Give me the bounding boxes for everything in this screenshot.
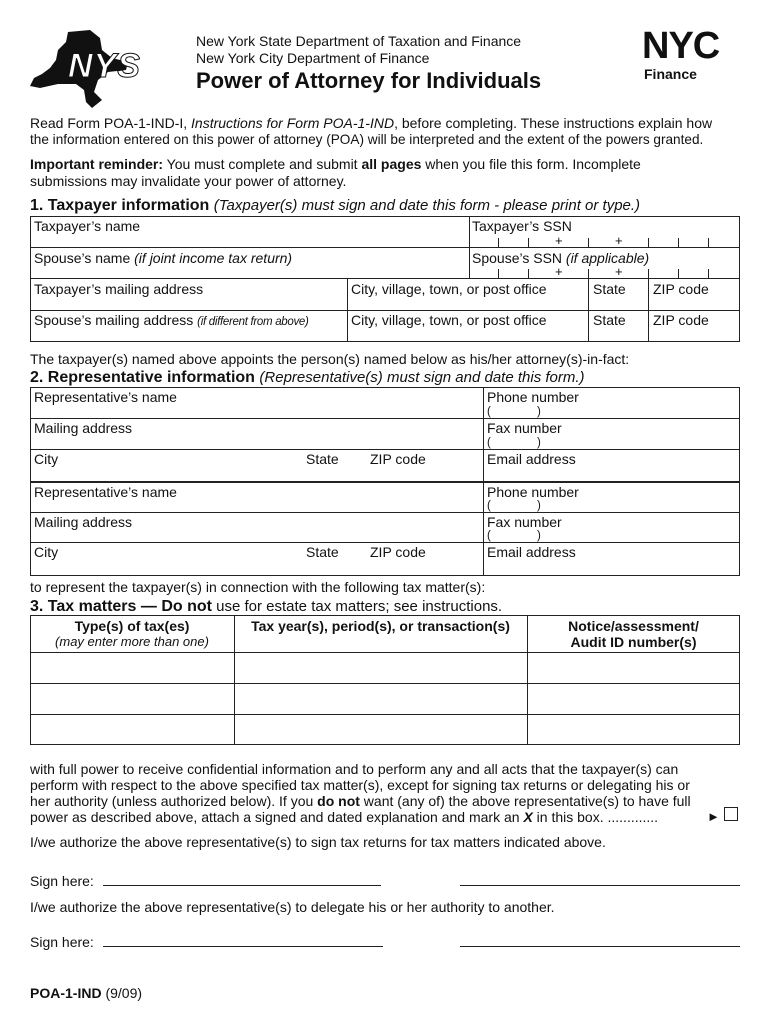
- col-notice-header-2: Audit ID number(s): [570, 634, 697, 650]
- nyc-finance-logo: [640, 25, 744, 84]
- spouse-name-field[interactable]: [34, 250, 292, 266]
- reminder-emphasis: all pages: [361, 156, 422, 172]
- form-footer: [30, 984, 142, 1002]
- sign-here-label-2: Sign here:: [30, 934, 94, 950]
- taxpayer-state-field[interactable]: State: [593, 281, 626, 297]
- section3-title: Tax matters — Do not: [47, 598, 212, 615]
- rep1-fax-paren-open: (: [487, 437, 491, 449]
- section1-heading: [30, 196, 640, 216]
- spouse-name-note: (if joint income tax return): [134, 250, 293, 266]
- date-line-1[interactable]: [460, 885, 740, 886]
- sign-here-label-1: Sign here:: [30, 873, 94, 889]
- rep2-phone-paren-close: ): [537, 500, 541, 512]
- taxpayer-name-field[interactable]: Taxpayer’s name: [34, 218, 141, 234]
- reminder-text-cont: when you file this form. Incomplete: [421, 156, 641, 172]
- rep1-fax-paren-close: ): [537, 437, 541, 449]
- dept-state: New York State Department of Taxation and Finance: [196, 33, 522, 49]
- nyc-logo-sub: Finance: [644, 66, 697, 82]
- section2-title: Representative information: [47, 369, 255, 386]
- rep1-name-field[interactable]: Representative’s name: [34, 389, 177, 405]
- taxpayer-ssn-field[interactable]: Taxpayer’s SSN: [472, 218, 572, 234]
- rep1-mailing-field[interactable]: Mailing address: [34, 420, 133, 436]
- spouse-address-label: Spouse’s mailing address: [34, 312, 198, 328]
- powers-line-4c: in this box. .............: [532, 809, 659, 825]
- reminder-line-1: [30, 155, 641, 173]
- full-power-exception-checkbox[interactable]: [724, 807, 738, 821]
- signature-line-2[interactable]: [103, 946, 383, 947]
- authorize-delegate-text: I/we authorize the above representative(s) to delegate his or her authority to another.: [30, 899, 555, 915]
- nys-logo-text: NYS: [68, 47, 141, 85]
- nys-logo: [28, 28, 141, 114]
- nyc-logo-text: NYC: [642, 25, 720, 67]
- section2-note: (Representative(s) must sign and date this form.): [259, 369, 585, 386]
- signature-line-1[interactable]: [103, 885, 381, 886]
- rep2-email-field[interactable]: Email address: [487, 544, 576, 560]
- powers-line-4: [30, 808, 658, 826]
- rep1-phone-paren-close: ): [537, 406, 541, 418]
- spouse-state-field[interactable]: State: [593, 312, 626, 328]
- powers-line-3a: her authority (unless authorized below). If you: [30, 793, 318, 809]
- section2-number: 2.: [30, 369, 44, 386]
- spouse-address-field[interactable]: [34, 312, 309, 330]
- intro-line-1: [30, 114, 712, 132]
- section2-heading: [30, 368, 585, 388]
- powers-line-4a: power as described above, attach a signed and dated explanation and mark an: [30, 809, 524, 825]
- form-date: (9/09): [101, 985, 143, 1001]
- rep1-zip-field[interactable]: ZIP code: [370, 451, 426, 467]
- section1-note: (Taxpayer(s) must sign and date this form - please print or type.): [213, 197, 641, 214]
- rep2-mailing-field[interactable]: Mailing address: [34, 514, 133, 530]
- form-id: POA-1-IND: [30, 985, 102, 1001]
- section3-heading: [30, 597, 502, 617]
- powers-line-3c: want (any of) the above representative(s) to have full: [359, 793, 691, 809]
- col-notice-header-1: Notice/assessment/: [568, 618, 699, 634]
- rep1-fax-field[interactable]: Fax number: [487, 420, 562, 436]
- rep2-city-field[interactable]: City: [34, 544, 59, 560]
- rep1-city-field[interactable]: City: [34, 451, 59, 467]
- spouse-address-note: (if different from above): [197, 316, 309, 328]
- tax-matter-row-2[interactable]: [31, 684, 739, 714]
- tax-matter-row-3[interactable]: [31, 715, 739, 744]
- rep2-name-field[interactable]: Representative’s name: [34, 484, 177, 500]
- spouse-city-field[interactable]: City, village, town, or post office: [351, 312, 547, 328]
- powers-line-2: perform with respect to the above specified tax matter(s), except for signing tax returns or delegating his or: [30, 777, 690, 793]
- intro-text: Read Form POA-1-IND-I,: [30, 115, 192, 131]
- instructions-ref: Instructions for Form POA-1-IND: [191, 115, 395, 131]
- page-title: Power of Attorney for Individuals: [196, 68, 542, 93]
- section1-number: 1.: [30, 197, 44, 214]
- rep2-fax-paren-close: ): [537, 530, 541, 542]
- rep2-phone-paren-open: (: [487, 500, 491, 512]
- intro-text-cont: , before completing. These instructions explain how: [394, 115, 713, 131]
- rep2-fax-paren-open: (: [487, 530, 491, 542]
- taxpayer-city-field[interactable]: City, village, town, or post office: [351, 281, 547, 297]
- rep2-fax-field[interactable]: Fax number: [487, 514, 562, 530]
- reminder-label: Important reminder:: [30, 156, 164, 172]
- powers-x-mark: X: [523, 809, 533, 825]
- powers-line-1: with full power to receive confidential information and to perform any and all acts that the taxpayer(s) can: [30, 761, 679, 777]
- rep2-state-field[interactable]: State: [306, 544, 339, 560]
- spouse-name-label: Spouse’s name: [34, 250, 135, 266]
- reminder-line-2: submissions may invalidate your power of attorney.: [30, 173, 347, 189]
- col-tax-type-header: Type(s) of tax(es): [74, 618, 190, 634]
- section3-note: use for estate tax matters; see instructions.: [211, 598, 503, 615]
- rep2-phone-field[interactable]: Phone number: [487, 484, 579, 500]
- rep1-phone-field[interactable]: Phone number: [487, 389, 579, 405]
- spouse-ssn-note: (if applicable): [565, 250, 650, 266]
- arrow-right-icon: ►: [707, 809, 720, 824]
- taxpayer-zip-field[interactable]: ZIP code: [653, 281, 709, 297]
- section1-title: Taxpayer information: [47, 197, 210, 214]
- col-tax-type-note: (may enter more than one): [55, 634, 209, 649]
- section3-number: 3.: [30, 598, 44, 615]
- tax-matter-row-1[interactable]: [31, 653, 739, 683]
- rep1-email-field[interactable]: Email address: [487, 451, 576, 467]
- rep1-phone-paren-open: (: [487, 406, 491, 418]
- reminder-text: You must complete and submit: [163, 156, 362, 172]
- authorize-sign-text: I/we authorize the above representative(s) to sign tax returns for tax matters indicated above.: [30, 834, 606, 850]
- col-tax-year-header: Tax year(s), period(s), or transaction(s): [251, 618, 510, 634]
- represent-text: to represent the taxpayer(s) in connection with the following tax matter(s):: [30, 579, 486, 595]
- rep1-state-field[interactable]: State: [306, 451, 339, 467]
- date-line-2[interactable]: [460, 946, 740, 947]
- rep2-zip-field[interactable]: ZIP code: [370, 544, 426, 560]
- spouse-zip-field[interactable]: ZIP code: [653, 312, 709, 328]
- taxpayer-address-field[interactable]: Taxpayer’s mailing address: [34, 281, 204, 297]
- spouse-ssn-label: Spouse’s SSN: [472, 250, 566, 266]
- appoint-text: The taxpayer(s) named above appoints the person(s) named below as his/her attorney(s)-in-fact:: [30, 351, 630, 367]
- dept-city: New York City Department of Finance: [196, 50, 430, 66]
- powers-do-not: do not: [317, 793, 360, 809]
- intro-line-2: the information entered on this power of attorney (POA) will be interpreted and the extent of the powers granted.: [30, 132, 704, 147]
